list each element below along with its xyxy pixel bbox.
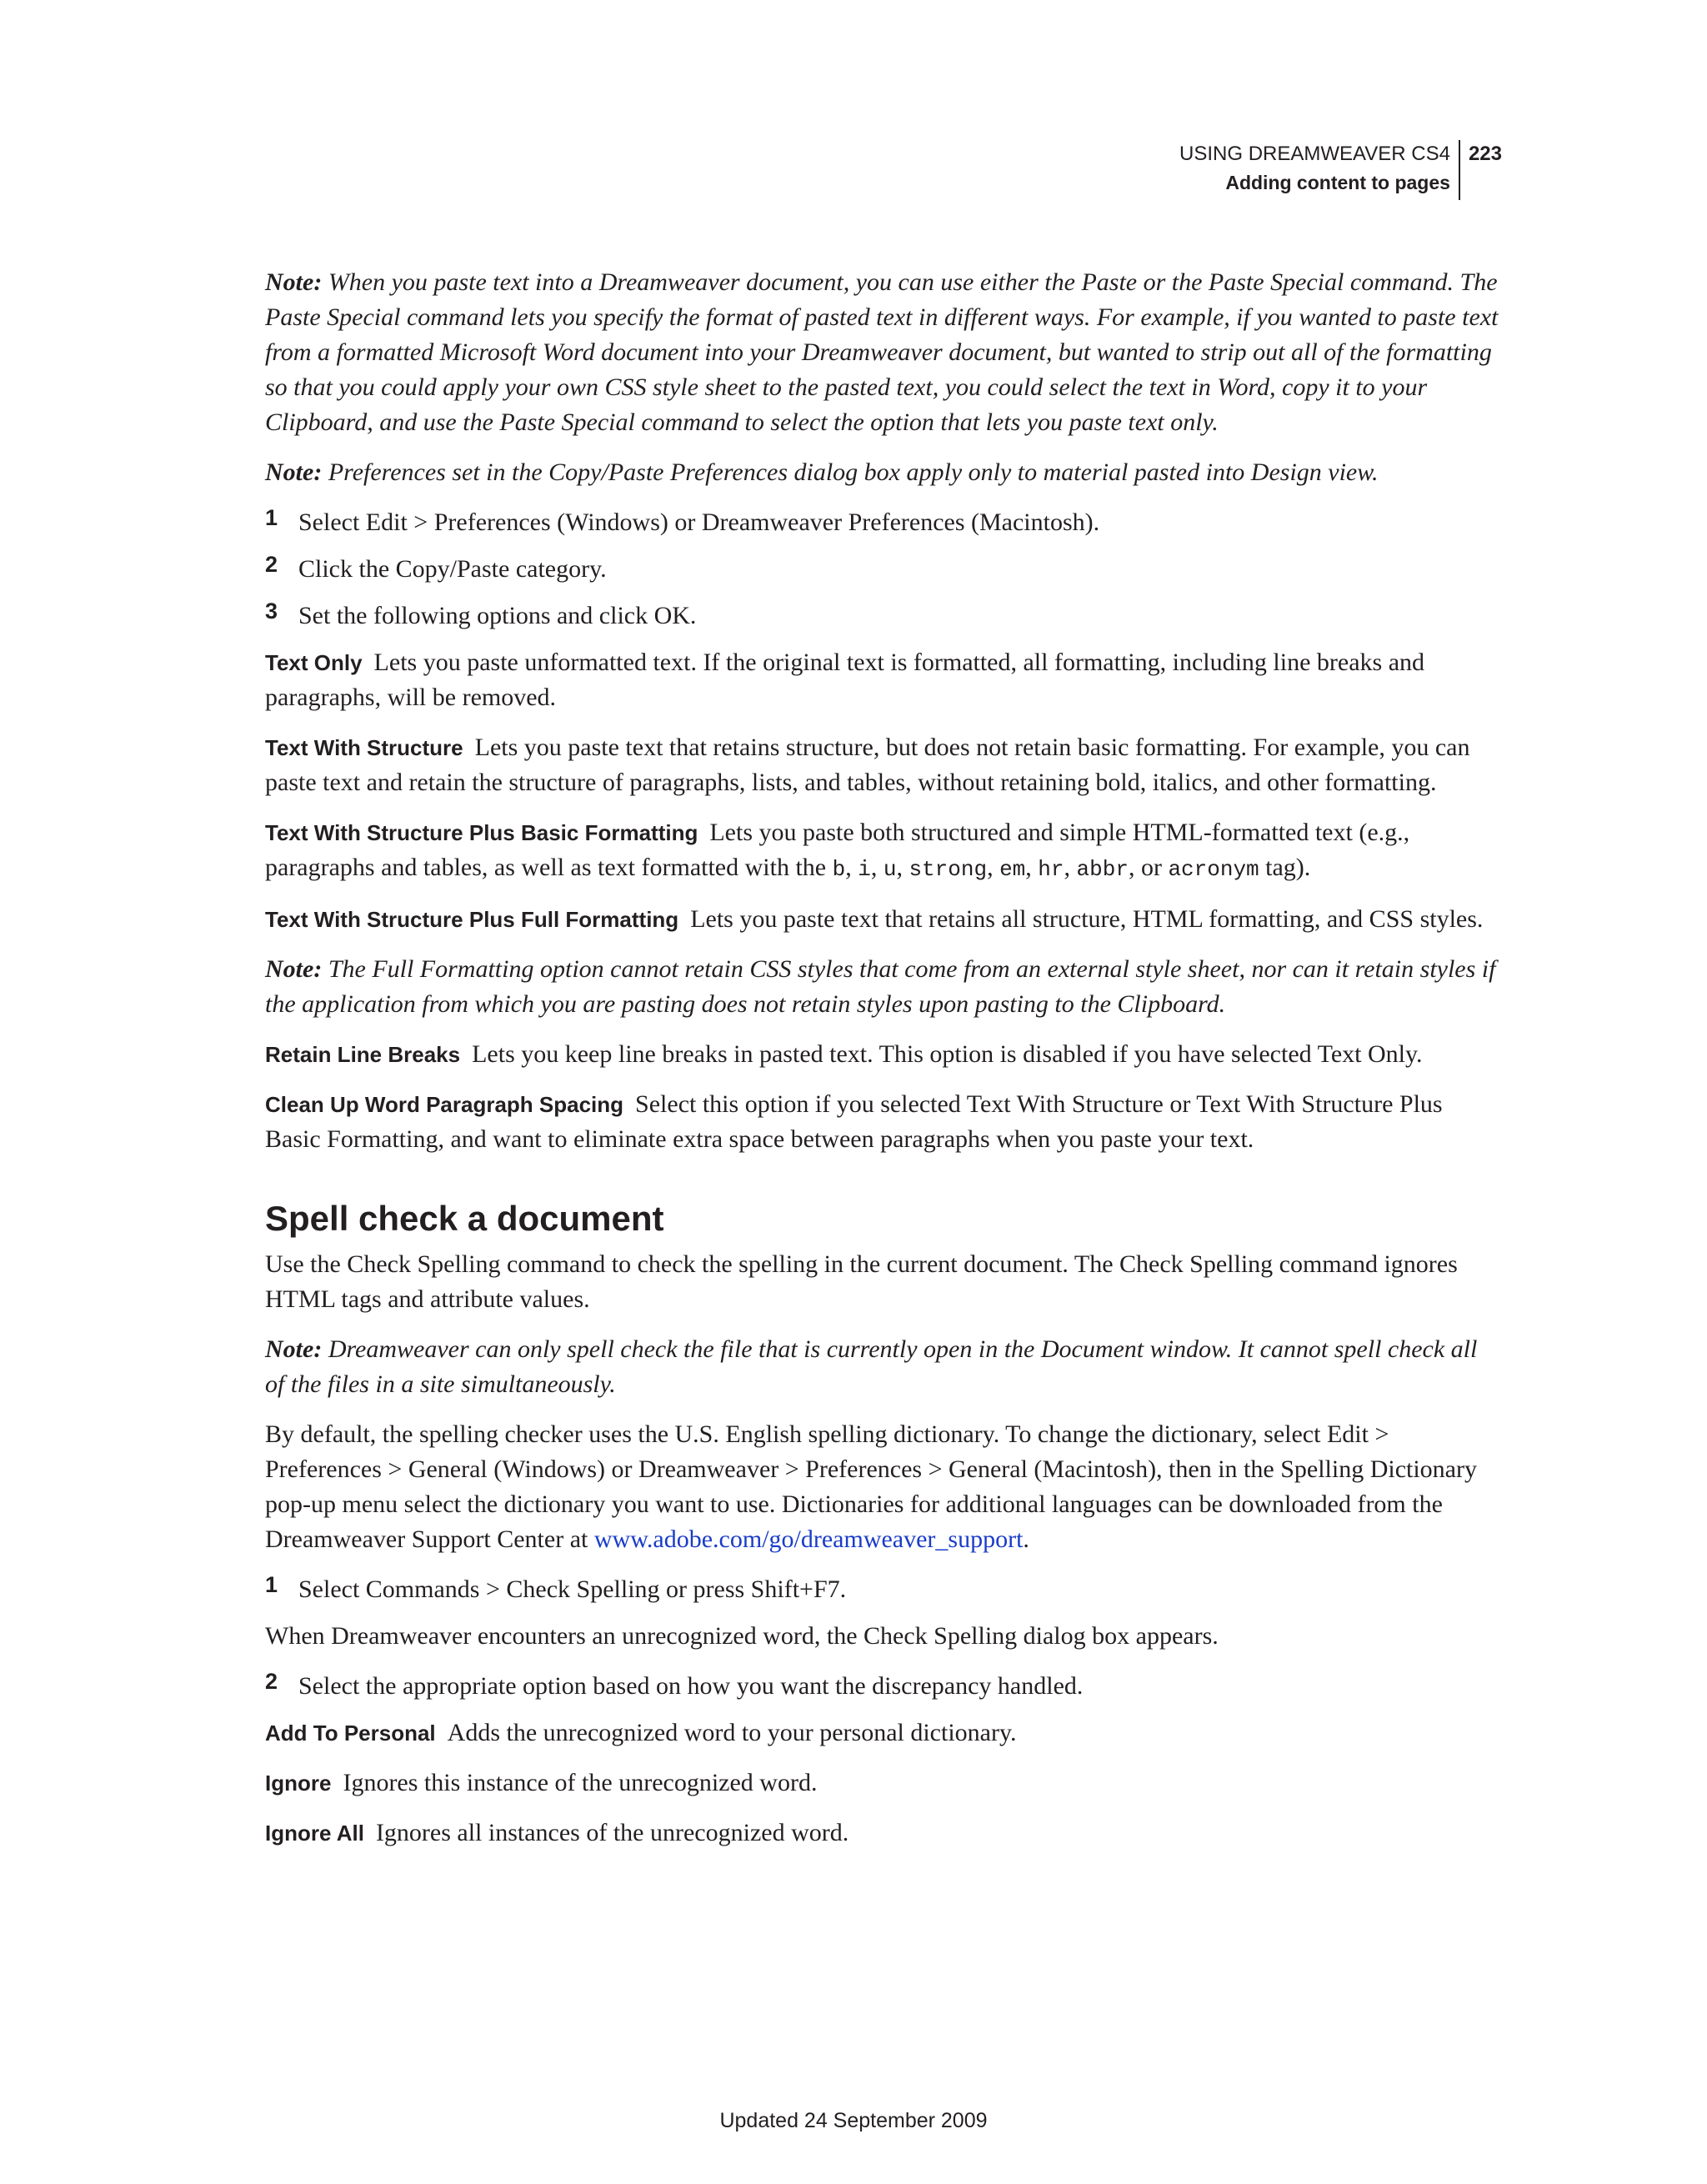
step-text: Click the Copy/Paste category. <box>298 555 607 583</box>
separator: , <box>896 854 909 881</box>
note-spell-check <box>265 1332 1499 1402</box>
header-text <box>1179 140 1460 200</box>
step-2 <box>265 552 1499 587</box>
def-add-to-personal <box>265 1716 1499 1751</box>
def-ignore-all <box>265 1816 1499 1851</box>
dreamweaver-support-link[interactable]: www.adobe.com/go/dreamweaver_support <box>593 1525 1024 1553</box>
note-text: Preferences set in the Copy/Paste Preferences dialog box apply only to material pasted into Design view. <box>322 458 1379 486</box>
encounter-paragraph: When Dreamweaver encounters an unrecognized word, the Check Spelling dialog box appears. <box>265 1622 1219 1650</box>
code-tag-hr: hr <box>1038 857 1064 882</box>
step-text: Select Commands > Check Spelling or press Shift+F7. <box>298 1575 847 1603</box>
page-content <box>265 265 1499 1866</box>
def-text: Lets you paste both structured and simple HTML-formatted text (e.g., paragraphs and tables, as well as text formatted with the <box>265 819 1410 881</box>
step-number: 2 <box>265 552 278 577</box>
dictionary-text: By default, the spelling checker uses the U.S. English spelling dictionary. To change the dictionary, select Edit > Preferences > General (Windows) or Dreamweaver > Preferences > General (Macintosh), then in the Spelling Dictionary pop-up menu select the dictionary you want to use. Dictionaries for additional languages can be downloaded from the Dreamweaver Support Center at <box>265 1420 1477 1553</box>
note-label: Note: <box>265 1335 323 1363</box>
note-label: Note: <box>265 268 323 296</box>
def-term: Text With Structure Plus Basic Formatting <box>265 820 698 845</box>
def-text: Ignores this instance of the unrecognized word. <box>343 1769 818 1796</box>
def-text: Lets you paste text that retains structure, but does not retain basic formatting. For example, you can paste text and retain the structure of paragraphs, lists, and tables, without retaining bold, italics, and other formatting. <box>265 734 1470 796</box>
page-number: 223 <box>1468 143 1502 165</box>
def-basic-formatting <box>265 815 1499 887</box>
step-text: Select the appropriate option based on how you want the discrepancy handled. <box>298 1672 1084 1700</box>
step-number: 3 <box>265 599 278 624</box>
def-text: Lets you paste unformatted text. If the original text is formatted, all formatting, including line breaks and paragraphs, will be removed. <box>265 649 1425 711</box>
def-term: Text With Structure <box>265 735 463 760</box>
step-number: 1 <box>265 1572 278 1597</box>
spell-step-2 <box>265 1669 1499 1704</box>
code-tag-em: em <box>999 857 1026 882</box>
def-clean-up-word <box>265 1087 1499 1157</box>
note-text: The Full Formatting option cannot retain CSS styles that come from an external style sheet, nor can it retain styles if the application from which you are pasting does not retain styles upon pasting to the Clipboard. <box>265 955 1496 1018</box>
note-label: Note: <box>265 458 323 486</box>
separator: , <box>987 854 1000 881</box>
def-ignore <box>265 1766 1499 1801</box>
header-title: USING DREAMWEAVER CS4 <box>1179 143 1450 165</box>
code-tag-i: i <box>858 857 871 882</box>
note-preferences <box>265 455 1499 490</box>
def-term: Text With Structure Plus Full Formatting <box>265 907 679 932</box>
running-header <box>1179 140 1502 200</box>
step-number: 1 <box>265 505 278 530</box>
def-term: Ignore All <box>265 1821 364 1846</box>
or-separator: , or <box>1128 854 1169 881</box>
note-text: Dreamweaver can only spell check the file that is currently open in the Document window. It cannot spell check all of the files in a site simultaneously. <box>265 1335 1478 1398</box>
separator: , <box>1064 854 1077 881</box>
def-full-formatting <box>265 902 1499 937</box>
note-label: Note: <box>265 955 323 983</box>
section-heading: Spell check a document <box>265 1199 664 1238</box>
step-number: 2 <box>265 1669 278 1694</box>
def-text-only <box>265 645 1499 715</box>
step-1 <box>265 505 1499 540</box>
code-tag-strong: strong <box>909 857 988 882</box>
spell-step-1 <box>265 1572 1499 1607</box>
def-term: Add To Personal <box>265 1721 436 1746</box>
code-tag-abbr: abbr <box>1076 857 1129 882</box>
def-text-with-structure <box>265 730 1499 800</box>
separator: , <box>870 854 884 881</box>
def-text: Lets you keep line breaks in pasted text. This option is disabled if you have selected Text Only. <box>472 1040 1423 1068</box>
def-term: Text Only <box>265 650 363 675</box>
def-term: Ignore <box>265 1771 332 1796</box>
code-tag-b: b <box>832 857 846 882</box>
code-tag-acronym: acronym <box>1168 857 1259 882</box>
header-subtitle: Adding content to pages <box>1225 172 1450 193</box>
step-3 <box>265 599 1499 634</box>
def-term: Clean Up Word Paragraph Spacing <box>265 1092 624 1117</box>
note-text: When you paste text into a Dreamweaver document, you can use either the Paste or the Paste Special command. The Paste Special command lets you specify the format of pasted text in different ways. For example, if you wanted to paste text from a formatted Microsoft Word document into your Dreamweaver document, but wanted to strip out all of the formatting so that you could apply your own CSS style sheet to the pasted text, you could select the text in Word, copy it to your Clipboard, and use the Paste Special command to select the option that lets you paste text only. <box>265 268 1499 436</box>
def-text: Adds the unrecognized word to your personal dictionary. <box>447 1719 1017 1746</box>
separator: , <box>1025 854 1039 881</box>
def-term: Retain Line Breaks <box>265 1042 461 1067</box>
def-text: Ignores all instances of the unrecognized word. <box>375 1819 849 1846</box>
def-text-end: tag). <box>1259 854 1311 881</box>
page-footer: Updated 24 September 2009 <box>719 2109 988 2132</box>
dictionary-end: . <box>1023 1525 1029 1553</box>
step-text: Set the following options and click OK. <box>298 602 697 629</box>
code-tag-u: u <box>883 857 897 882</box>
dictionary-paragraph <box>265 1417 1499 1557</box>
section-intro: Use the Check Spelling command to check the spelling in the current document. The Check Spelling command ignores HTML tags and attribute values. <box>265 1250 1458 1313</box>
def-text: Select this option if you selected Text With Structure or Text With Structure Plus Basic Formatting, and want to eliminate extra space between paragraphs when you paste your text. <box>265 1090 1443 1153</box>
note-paste-special <box>265 265 1499 440</box>
note-full-formatting <box>265 952 1499 1022</box>
def-retain-line-breaks <box>265 1037 1499 1072</box>
separator: , <box>845 854 859 881</box>
step-text: Select Edit > Preferences (Windows) or Dreamweaver Preferences (Macintosh). <box>298 508 1100 536</box>
def-text: Lets you paste text that retains all structure, HTML formatting, and CSS styles. <box>690 905 1484 933</box>
